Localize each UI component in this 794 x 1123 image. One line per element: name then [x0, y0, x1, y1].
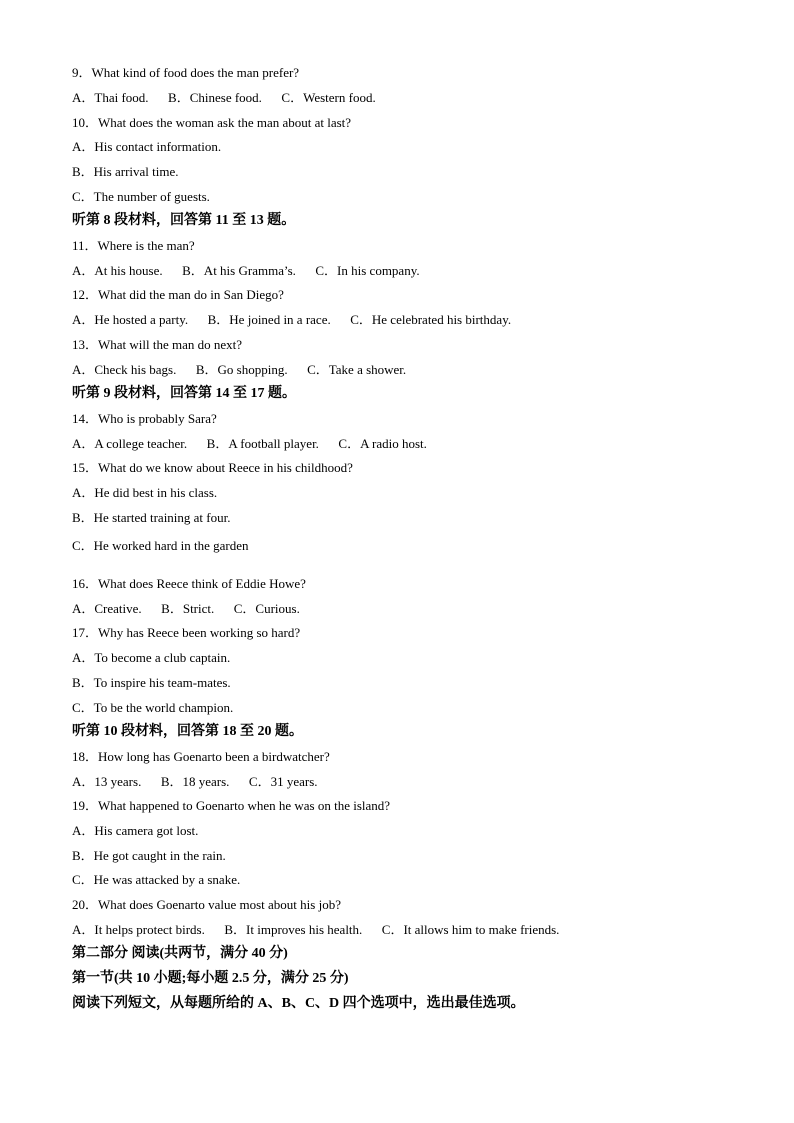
question-13-options: A．Check his bags. B．Go shopping. C．Take a shower.: [72, 362, 407, 377]
question-12: 12．What did the man do in San Diego?: [72, 287, 284, 302]
section-heading-10: 听第 10 段材料，回答第 18 至 20 题。: [72, 724, 303, 739]
question-9: 9．What kind of food does the man prefer?: [72, 65, 300, 80]
question-18: 18．How long has Goenarto been a birdwatcher?: [72, 749, 330, 764]
part-two-heading: 第二部分 阅读(共两节，满分 40 分): [72, 946, 288, 961]
section-one-heading: 第一节(共 10 小题;每小题 2.5 分，满分 25 分): [72, 971, 349, 986]
question-11: 11．Where is the man?: [72, 238, 195, 253]
question-19: 19．What happened to Goenarto when he was on the island?: [72, 798, 391, 813]
question-9-options: A．Thai food. B．Chinese food. C．Western food.: [72, 90, 376, 105]
question-17-option-a: A．To become a club captain.: [72, 650, 231, 665]
question-18-options: A．13 years. B．18 years. C．31 years.: [72, 774, 318, 789]
question-20: 20．What does Goenarto value most about his job?: [72, 897, 341, 912]
question-17-option-b: B．To inspire his team-mates.: [72, 675, 231, 690]
question-16: 16．What does Reece think of Eddie Howe?: [72, 576, 306, 591]
question-19-option-c: C．He was attacked by a snake.: [72, 872, 241, 887]
question-17-option-c: C．To be the world champion.: [72, 700, 234, 715]
question-13: 13．What will the man do next?: [72, 337, 243, 352]
question-15: 15．What do we know about Reece in his childhood?: [72, 460, 353, 475]
question-15-option-c: C．He worked hard in the garden: [72, 538, 249, 553]
question-12-options: A．He hosted a party. B．He joined in a race. C．He celebrated his birthday.: [72, 312, 512, 327]
question-10-option-c: C．The number of guests.: [72, 189, 210, 204]
section-heading-9: 听第 9 段材料，回答第 14 至 17 题。: [72, 386, 296, 401]
question-16-options: A．Creative. B．Strict. C．Curious.: [72, 601, 300, 616]
question-19-option-a: A．His camera got lost.: [72, 823, 199, 838]
question-14-options: A．A college teacher. B．A football player. C．A radio host.: [72, 436, 427, 451]
section-heading-8: 听第 8 段材料，回答第 11 至 13 题。: [72, 213, 296, 228]
question-11-options: A．At his house. B．At his Gramma’s. C．In his company.: [72, 263, 420, 278]
question-20-options: A．It helps protect birds. B．It improves his health. C．It allows him to make friends.: [72, 922, 560, 937]
question-10: 10．What does the woman ask the man about at last?: [72, 115, 352, 130]
question-17: 17．Why has Reece been working so hard?: [72, 625, 301, 640]
question-10-option-b: B．His arrival time.: [72, 164, 179, 179]
question-15-option-b: B．He started training at four.: [72, 510, 231, 525]
reading-instructions: 阅读下列短文，从每题所给的 A、B、C、D 四个选项中，选出最佳选项。: [72, 996, 525, 1011]
question-10-option-a: A．His contact information.: [72, 139, 222, 154]
question-14: 14．Who is probably Sara?: [72, 411, 217, 426]
question-15-option-a: A．He did best in his class.: [72, 485, 218, 500]
question-19-option-b: B．He got caught in the rain.: [72, 848, 226, 863]
